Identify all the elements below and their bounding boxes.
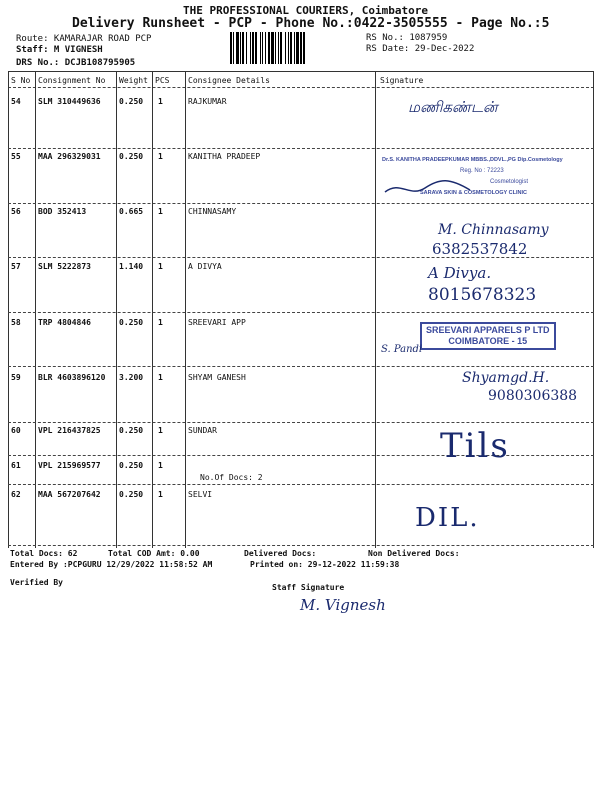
signature-56-name: M. Chinnasamy: [438, 222, 549, 238]
row-sno: 60: [11, 426, 21, 435]
row-weight: 0.250: [119, 490, 144, 499]
rs-date: RS Date: 29-Dec-2022: [366, 44, 475, 54]
col-divider: [593, 71, 594, 548]
row-sno: 55: [11, 152, 21, 161]
signature-57-phone: 8015678323: [428, 285, 537, 305]
col-divider: [35, 71, 36, 548]
row-sno: 59: [11, 373, 21, 382]
row-pcs: 1: [158, 426, 163, 435]
total-docs: Total Docs: 62: [10, 549, 78, 558]
row-separator: [8, 203, 594, 204]
row-consignee: SREEVARI APP: [188, 318, 246, 327]
row-consignee: KANITHA PRADEEP: [188, 152, 261, 161]
col-header-sno: S No: [11, 76, 31, 85]
staff-signature-label: Staff Signature: [272, 583, 345, 592]
non-delivered-docs: Non Delivered Docs:: [368, 549, 460, 558]
row-consignee: RAJKUMAR: [188, 97, 227, 106]
col-divider: [375, 71, 376, 548]
row-pcs: 1: [158, 207, 163, 216]
signature-57-name: A Divya.: [428, 264, 492, 282]
row-consignment: MAA 567207642: [38, 490, 101, 499]
row-weight: 3.200: [119, 373, 144, 382]
row-weight: 0.250: [119, 426, 144, 435]
row-sno: 61: [11, 461, 21, 470]
entered-by: Entered By :PCPGURU 12/29/2022 11:58:52 AM: [10, 560, 213, 569]
row-consignment: TRP 4804846: [38, 318, 91, 327]
row-consignee: SUNDAR: [188, 426, 217, 435]
stamp-company-city: COIMBATORE - 15: [448, 336, 528, 346]
signature-60: Tils: [440, 426, 510, 466]
row-sno: 57: [11, 262, 21, 271]
row-weight: 0.250: [119, 152, 144, 161]
route-label: Route: KAMARAJAR ROAD PCP: [16, 34, 152, 44]
table-header-rule: [8, 87, 594, 88]
stamp-reg-no: Reg. No : 72223: [460, 168, 504, 174]
row-sno: 54: [11, 97, 21, 106]
row-sno: 62: [11, 490, 21, 499]
row-pcs: 1: [158, 490, 163, 499]
col-header-weight: Weight: [119, 76, 148, 85]
company-stamp: [420, 322, 556, 350]
col-divider: [152, 71, 153, 548]
signature-58-hand: S. Pandi: [381, 344, 423, 355]
signature-59-name: Shyamgd.H.: [462, 370, 550, 386]
row-separator: [8, 148, 594, 149]
col-header-consignment: Consignment No: [38, 76, 106, 85]
row-consignee: SHYAM GANESH: [188, 373, 246, 382]
table-top-rule: [8, 71, 594, 72]
col-header-pcs: PCS: [155, 76, 170, 85]
row-weight: 1.140: [119, 262, 144, 271]
row-consignment: MAA 296329031: [38, 152, 101, 161]
row-consignment: VPL 216437825: [38, 426, 101, 435]
stamp-doctor-name: Dr.S. KANITHA PRADEEPKUMAR MBBS.,DDVL.,PG Dip.Cosmetology: [382, 157, 563, 163]
staff-label: Staff: M VIGNESH: [16, 45, 103, 55]
row-sno: 58: [11, 318, 21, 327]
row-pcs: 1: [158, 373, 163, 382]
staff-signature-hand: M. Vignesh: [300, 596, 386, 614]
signature-54: மணிகண்டன்: [408, 98, 498, 116]
col-divider: [8, 71, 9, 548]
company-name: THE PROFESSIONAL COURIERS, Coimbatore: [183, 4, 429, 17]
runsheet-title: Delivery Runsheet - PCP - Phone No.:0422-3505555 - Page No.:5: [72, 16, 550, 31]
row-consignee: A DIVYA: [188, 262, 222, 271]
row-separator: [8, 422, 594, 423]
signature-56-phone: 6382537842: [432, 240, 528, 258]
table-bottom-rule: [8, 545, 594, 546]
drs-number: DRS No.: DCJB108795905: [16, 58, 136, 68]
stamp-company-name: SREEVARI APPARELS P LTD: [426, 325, 550, 335]
barcode-icon: [230, 32, 358, 64]
row-pcs: 1: [158, 152, 163, 161]
row-pcs: 1: [158, 97, 163, 106]
row-consignment: VPL 215969577: [38, 461, 101, 470]
col-divider: [116, 71, 117, 548]
row-consignment: SLM 5222873: [38, 262, 91, 271]
row-separator: [8, 484, 594, 485]
row-separator: [8, 366, 594, 367]
row-weight: 0.250: [119, 97, 144, 106]
verified-by: Verified By: [10, 578, 63, 587]
row-separator: [8, 312, 594, 313]
col-divider: [185, 71, 186, 548]
delivered-docs: Delivered Docs:: [244, 549, 317, 558]
row-weight: 0.250: [119, 461, 144, 470]
stamp-role: Cosmetologist: [490, 179, 529, 185]
row-weight: 0.665: [119, 207, 144, 216]
row-consignment: BLR 4603896120: [38, 373, 106, 382]
row-pcs: 1: [158, 318, 163, 327]
stamp-clinic: SARAVA SKIN & COSMETOLOGY CLINIC: [420, 190, 527, 196]
col-header-signature: Signature: [380, 76, 424, 85]
row-consignee: CHINNASAMY: [188, 207, 237, 216]
no-of-docs: No.Of Docs: 2: [200, 473, 263, 482]
row-sno: 56: [11, 207, 21, 216]
signature-62: DIL.: [415, 503, 480, 533]
row-consignee: SELVI: [188, 490, 213, 499]
row-pcs: 1: [158, 262, 163, 271]
row-pcs: 1: [158, 461, 163, 470]
signature-59-phone: 9080306388: [488, 388, 578, 404]
col-header-consignee: Consignee Details: [188, 76, 270, 85]
row-consignment: BOD 352413: [38, 207, 87, 216]
total-cod: Total COD Amt: 0.00: [108, 549, 200, 558]
rs-number: RS No.: 1087959: [366, 33, 448, 43]
signature-55-scribble: [380, 170, 500, 200]
printed-on: Printed on: 29-12-2022 11:59:38: [250, 560, 400, 569]
row-consignment: SLM 310449636: [38, 97, 101, 106]
row-weight: 0.250: [119, 318, 144, 327]
